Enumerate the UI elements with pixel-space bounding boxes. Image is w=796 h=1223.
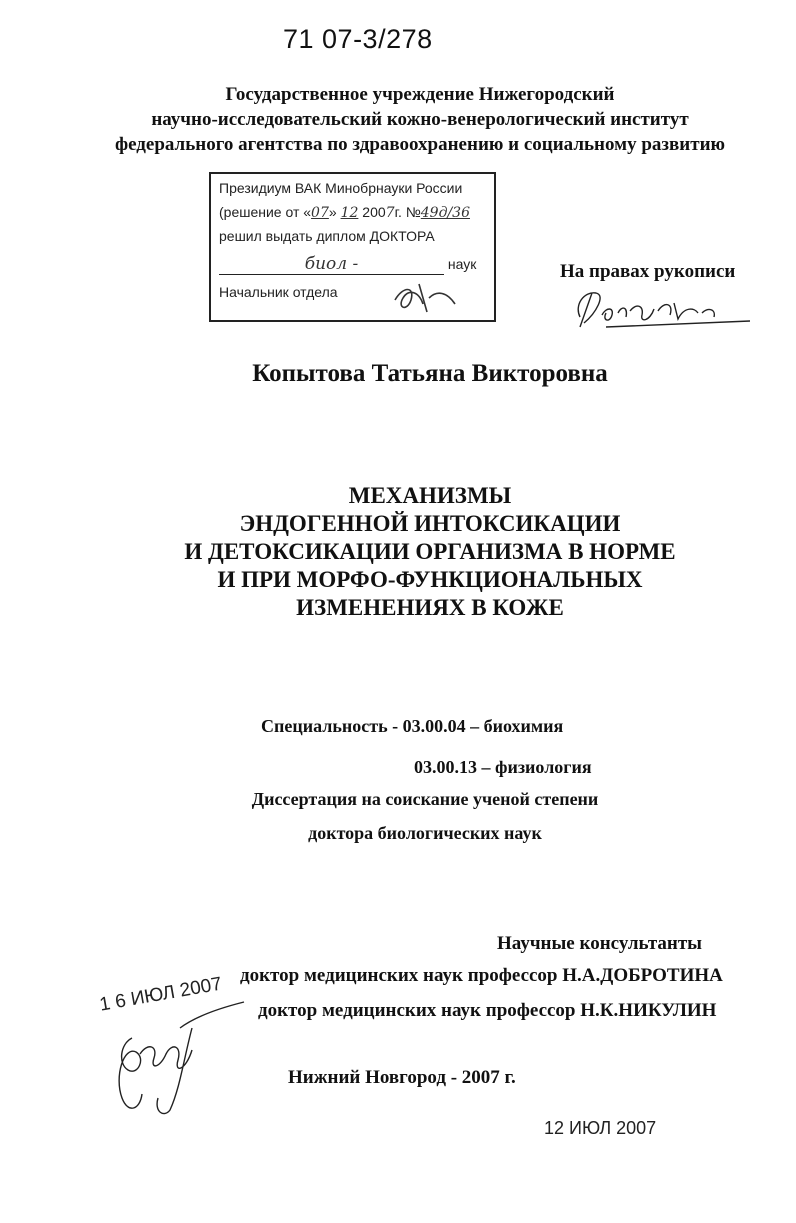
- vak-decision-year-digit: 7: [385, 205, 395, 221]
- vak-stamp-line-1: Президиум ВАК Минобрнауки России: [219, 180, 463, 196]
- stamp-signature: [389, 278, 461, 318]
- consultant-1: доктор медицинских наук профессор Н.А.ДОБРОТИНА: [240, 965, 723, 986]
- title-line-4: И ПРИ МОРФО-ФУНКЦИОНАЛЬНЫХ: [217, 567, 643, 592]
- degree-line-1: Диссертация на соискание ученой степени: [251, 789, 599, 809]
- author-name: Копытова Татьяна Викторовна: [252, 360, 608, 387]
- place-and-year: Нижний Новгород - 2007 г.: [288, 1067, 516, 1088]
- receipt-signature: [100, 998, 250, 1118]
- institution-line-2: научно-исследовательский кожно-венерологический институт: [151, 109, 689, 130]
- consultants-label: Научные консультанты: [497, 933, 703, 954]
- archive-date-stamp: 12 ИЮЛ 2007: [544, 1118, 657, 1138]
- archive-code: 71 07-3/278: [283, 24, 433, 54]
- degree-line-2: доктора биологических наук: [308, 823, 542, 843]
- vak-decision-month: 12: [340, 205, 359, 221]
- vak-stamp-line-2: (решение от «07» 12 2007г. №49д/36: [219, 204, 470, 221]
- institution-line-3: федерального агентства по здравоохранению и социальному развитию: [114, 134, 726, 155]
- vak-decision-day: 07: [311, 205, 329, 221]
- vak-decision-number: 49д/36: [420, 205, 470, 221]
- receipt-date-stamp: 1 6 ИЮЛ 2007: [98, 973, 224, 1016]
- vak-stamp-line-5: Начальник отдела: [219, 284, 338, 300]
- vak-science-field: биол -: [304, 254, 359, 274]
- specialty-line-2: 03.00.13 – физиология: [414, 757, 592, 777]
- institution-line-1: Государственное учреждение Нижегородский: [225, 84, 615, 105]
- dissertation-title: [150, 482, 710, 622]
- institution-header: [80, 82, 760, 157]
- vak-stamp-line-4: биол - наук: [219, 254, 484, 275]
- manuscript-rights-note: На правах рукописи: [560, 261, 736, 282]
- consultant-2: доктор медицинских наук профессор Н.К.НИКУЛИН: [258, 1000, 717, 1021]
- title-line-3: И ДЕТОКСИКАЦИИ ОРГАНИЗМА В НОРМЕ: [184, 539, 676, 564]
- vak-stamp-line-3: решил выдать диплом ДОКТОРА: [219, 228, 435, 244]
- vak-decision-stamp: [209, 172, 496, 322]
- title-line-2: ЭНДОГЕННОЙ ИНТОКСИКАЦИИ: [239, 511, 621, 536]
- specialty-line-1: Специальность - 03.00.04 – биохимия: [261, 716, 564, 736]
- title-line-1: МЕХАНИЗМЫ: [348, 483, 512, 508]
- title-line-5: ИЗМЕНЕНИЯХ В КОЖЕ: [296, 595, 564, 620]
- author-signature: [566, 283, 756, 335]
